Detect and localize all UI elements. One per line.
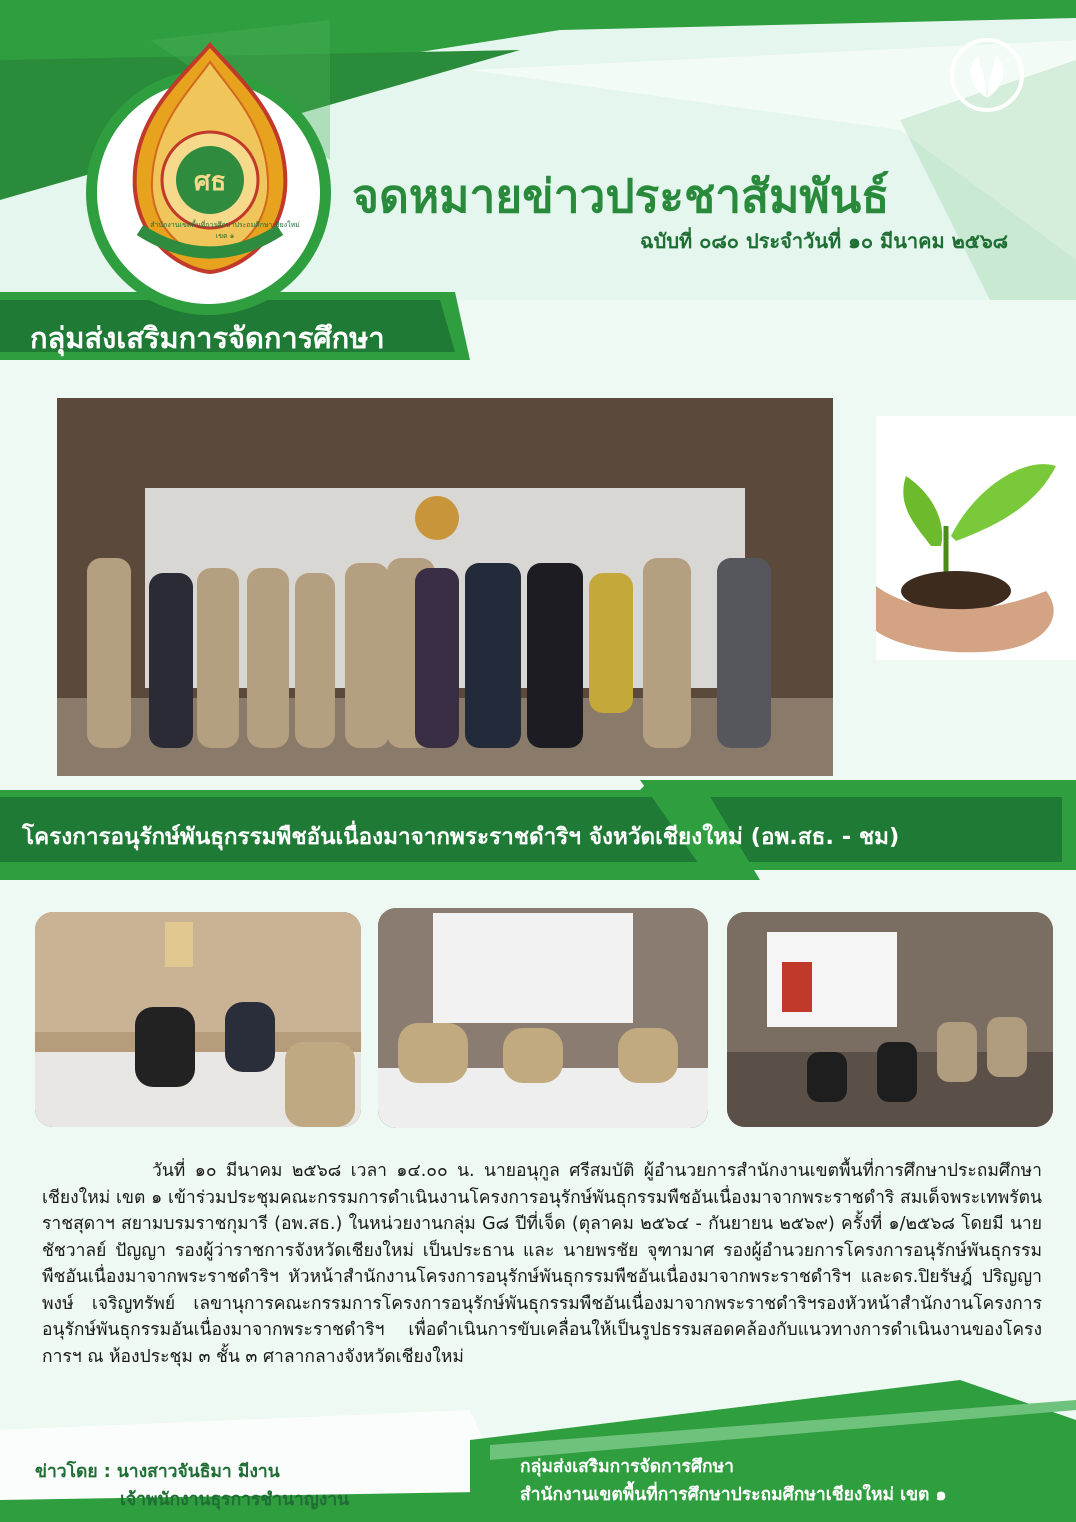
- newsletter-title: จดหมายข่าวประชาสัมพันธ์: [352, 169, 890, 223]
- news-body: [42, 1158, 1042, 1370]
- footer-office: สำนักงานเขตพื้นที่การศึกษาประถมศึกษาเชียงใหม่ เขต ๑: [520, 1485, 947, 1505]
- meeting-photo-2: [378, 908, 708, 1128]
- main-group-photo: [57, 398, 833, 776]
- leaf-brand-icon: [948, 36, 1026, 114]
- news-body-paragraph: วันที่ ๑๐ มีนาคม ๒๕๖๘ เวลา ๑๔.๐๐ น. นายอนุกูล ศรีสมบัติ ผู้อำนวยการสำนักงานเขตพื้นที่การศึกษาประถมศึกษาเชียงใหม่ เขต ๑ เข้าร่วมประชุมคณะกรรมการดำเนินงานโครงการอนุรักษ์พันธุกรรมพืชอันเนื่องมาจากพระราชดำริ สมเด็จพระเทพรัตนราชสุดาฯ สยามบรมราชกุมารี (อพ.สธ.) ในหน่วยงานกลุ่ม G๘ ปีที่เจ็ด (ตุลาคม ๒๕๖๔ - กันยายน ๒๕๖๙) ครั้งที่ ๑/๒๕๖๘ โดยมี นายชัชวาลย์ ปัญญา รองผู้ว่าราชการจังหวัดเชียงใหม่ เป็นประธาน และ นายพรชัย จุฑามาศ รองผู้อำนวยการโครงการอนุรักษ์พันธุกรรมพืชอันเนื่องมาจากพระราชดำริฯ หัวหน้าสำนักงานโครงการอนุรักษ์พันธุกรรมพืชอันเนื่องมาจากพระราชดำริฯ และดร.ปิยรัษฎ์ ปริญญาพงษ์ เจริญทรัพย์ เลขานุการคณะกรรมการโครงการอนุรักษ์พันธุกรรมพืชอันเนื่องมาจากพระราชดำริฯรองหัวหน้าสำนักงานโครงการอนุรักษ์พันธุกรรมอันเนื่องมาจากพระราชดำริฯ เพื่อดำเนินการขับเคลื่อนให้เป็นรูปธรรมสอดคล้องกับแนวทางการดำเนินงานของโครงการฯ ณ ห้องประชุม ๓ ชั้น ๓ ศาลากลางจังหวัดเชียงใหม่: [42, 1161, 1042, 1367]
- project-title: โครงการอนุรักษ์พันธุกรรมพืชอันเนื่องมาจากพระราชดำริฯ จังหวัดเชียงใหม่ (อพ.สธ. - ชม): [22, 824, 900, 850]
- byline-position: เจ้าพนักงานธุรการชำนาญงาน: [120, 1490, 350, 1510]
- plant-in-hands-icon: [876, 416, 1076, 660]
- byline-name: นางสาวจันธิมา มีงาน: [116, 1462, 280, 1482]
- meeting-photo-3: [727, 912, 1053, 1127]
- byline: [35, 1457, 280, 1485]
- meeting-photo-1: [35, 912, 361, 1127]
- obec-emblem-icon: [110, 40, 310, 280]
- group-photo-illustration: [57, 398, 833, 776]
- section-label: กลุ่มส่งเสริมการจัดการศึกษา: [30, 321, 385, 355]
- byline-label: ข่าวโดย :: [35, 1462, 111, 1482]
- meeting-photo-3-illustration: [727, 912, 1053, 1127]
- issue-info: ฉบับที่ ๐๘๐ ประจำวันที่ ๑๐ มีนาคม ๒๕๖๘: [640, 229, 1009, 253]
- footer-group: กลุ่มส่งเสริมการจัดการศึกษา: [520, 1457, 735, 1477]
- svg-text:ศธ: ศธ: [193, 167, 227, 197]
- logo-office-text: สำนักงานเขตพื้นที่การศึกษาประถมศึกษาเชียงใหม่ เขต ๑: [150, 221, 300, 240]
- meeting-photo-2-illustration: [378, 908, 708, 1128]
- meeting-photo-1-illustration: [35, 912, 361, 1127]
